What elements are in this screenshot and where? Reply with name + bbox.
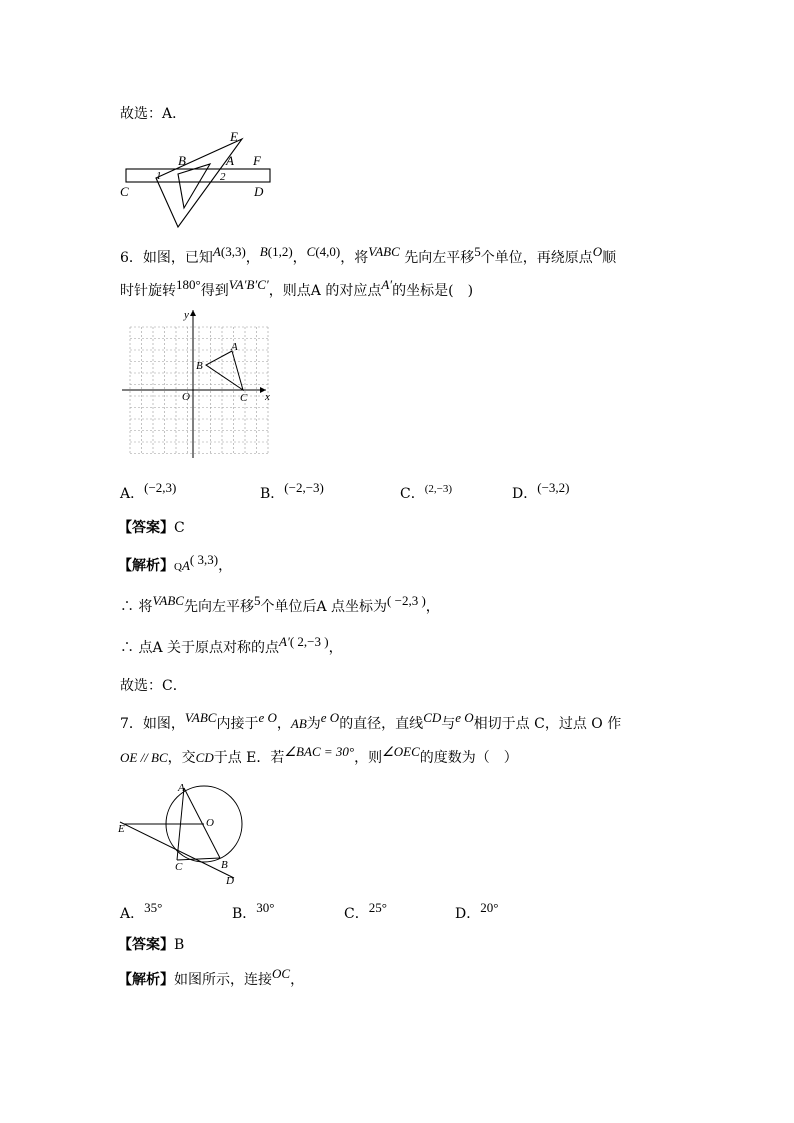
q6-sep: ， — [245, 250, 260, 266]
label-B: B — [196, 360, 203, 372]
q6-text: 个单位，再绕原点 — [480, 250, 593, 266]
angle-OEC: ∠OEC — [382, 744, 420, 759]
answer-value: C — [174, 520, 185, 536]
q6-option-C[interactable] — [400, 484, 452, 505]
solution-text: ， — [290, 972, 305, 988]
label-F: F — [253, 153, 261, 168]
coord-A: (3,3) — [220, 244, 246, 259]
triangle-image: VA′B′C′ — [228, 277, 269, 292]
y-axis-arrow — [190, 310, 196, 316]
q6-sep: ， — [425, 599, 440, 615]
option-value: 30° — [256, 900, 275, 915]
diameter-AB — [184, 788, 220, 858]
point-A: A — [181, 558, 190, 573]
q6-text: 先向左平移 — [399, 250, 475, 266]
coord-A: ( 3,3) — [189, 552, 219, 567]
line-CD: CD — [195, 750, 214, 765]
solution-text: ∴ 点A 关于原点对称的点 — [120, 640, 280, 656]
label-C: C — [175, 861, 183, 873]
q6-text: 的坐标是( ) — [392, 283, 474, 299]
q6-sep: ， — [292, 250, 307, 266]
q7-answer — [118, 935, 184, 955]
q6-solution-line1 — [118, 552, 233, 577]
label-B: B — [221, 859, 228, 871]
coord-B: (1,2) — [267, 244, 293, 259]
label-D: D — [226, 875, 234, 887]
parallel-statement: OE // BC — [120, 750, 168, 765]
point-A: A — [212, 244, 221, 259]
q6-number: 6． — [120, 250, 143, 266]
label-E: E — [118, 823, 125, 835]
triangle-ABC-shape — [206, 351, 243, 390]
shift-amount: 5 — [474, 244, 481, 259]
q7-solution-line1 — [118, 966, 305, 990]
label-y: y — [184, 309, 189, 321]
q6-option-D[interactable] — [512, 480, 570, 504]
circle-O: e O — [455, 710, 474, 725]
chord-BC — [177, 858, 220, 860]
option-letter: D． — [512, 486, 538, 502]
option-letter: A． — [120, 486, 145, 502]
label-C: C — [120, 184, 129, 199]
coord-C: (4,0) — [315, 244, 341, 259]
ruler-strip — [126, 169, 270, 182]
label-A: A — [226, 153, 234, 168]
q7-text: 与 — [441, 716, 456, 732]
option-letter: B． — [260, 486, 285, 502]
q7-option-A[interactable] — [120, 900, 163, 924]
q7-text: 内接于 — [216, 716, 259, 732]
triangle-ruler-inner — [178, 164, 210, 208]
answer-label: 【答案】 — [118, 520, 174, 536]
q6-text: ，则点A 的对应点 — [268, 283, 382, 299]
answer-value: B — [174, 937, 185, 953]
option-value: (2,−3) — [424, 483, 452, 495]
q7-text: ， — [276, 716, 291, 732]
answer-label: 【答案】 — [118, 937, 174, 953]
label-E: E — [230, 129, 238, 144]
label-B: B — [178, 153, 186, 168]
label-A: A — [178, 782, 185, 794]
q6-stem-line2 — [120, 277, 474, 301]
label-x: x — [265, 391, 270, 403]
solution-label: 【解析】 — [118, 558, 174, 574]
q7-text: 的度数为（ ） — [419, 750, 518, 766]
option-letter: D． — [455, 906, 481, 922]
because-symbol: Q — [174, 561, 182, 573]
q6-text: 如图，已知 — [142, 250, 213, 266]
translated-coord: ( −2,3 ) — [387, 593, 426, 608]
q6-solution-line3 — [120, 634, 343, 658]
point-A-prime: A′ — [279, 634, 290, 649]
q7-text: 相切于点 C，过点 O 作 — [473, 716, 622, 732]
solution-label: 【解析】 — [118, 972, 174, 988]
q6-sep: ， — [218, 558, 233, 574]
q7-option-D[interactable] — [455, 900, 499, 924]
triangle-ABC: VABC — [152, 593, 184, 608]
shift-amount: 5 — [253, 593, 261, 608]
label-A: A — [231, 341, 238, 353]
figure-q5 — [116, 128, 276, 232]
q7-text: ，则 — [354, 750, 383, 766]
circle-O: e O — [258, 710, 277, 725]
solution-text: 个单位后A 点坐标为 — [260, 599, 388, 615]
point-A-prime: A′ — [381, 277, 393, 292]
point-B: B — [259, 244, 268, 259]
option-value: 25° — [368, 900, 387, 915]
label-C: C — [240, 392, 248, 404]
origin-O: O — [592, 244, 603, 259]
q7-option-C[interactable] — [344, 900, 387, 924]
q6-option-A[interactable] — [120, 480, 177, 504]
option-letter: C． — [344, 906, 369, 922]
figure-q7-circle — [114, 780, 254, 890]
circle-O: e O — [320, 710, 340, 725]
triangle-ABC: VABC — [368, 244, 400, 259]
q6-option-B[interactable] — [260, 480, 324, 504]
option-value: 35° — [144, 900, 163, 915]
option-letter: B． — [232, 906, 257, 922]
label-1: 1 — [156, 170, 162, 182]
q6-conclusion: 故选：C． — [120, 678, 187, 694]
label-2: 2 — [220, 171, 226, 183]
q6-stem-line1 — [120, 244, 617, 268]
q6-sep: ， — [328, 640, 343, 656]
solution-text: 先向左平移 — [183, 599, 254, 615]
q6-text: 顺 — [602, 250, 617, 266]
option-value: 20° — [480, 900, 499, 915]
rotation-angle: 180° — [176, 277, 201, 292]
q7-number: 7． — [120, 716, 143, 732]
option-letter: A． — [120, 906, 145, 922]
label-D: D — [254, 184, 264, 199]
q6-text: 时针旋转 — [120, 283, 176, 299]
line-CD: CD — [423, 710, 442, 725]
q7-stem-line2 — [120, 744, 518, 768]
angle-BAC: ∠BAC = 30° — [284, 744, 355, 759]
symmetric-coord: ( 2,−3 ) — [289, 634, 329, 649]
option-value: (−3,2) — [537, 480, 570, 495]
q6-text: ，将 — [340, 250, 369, 266]
option-letter: C． — [400, 486, 425, 502]
q7-text: 如图， — [142, 716, 185, 732]
segment-AB: AB — [290, 716, 307, 731]
solution-text: ∴ 将 — [120, 599, 153, 615]
q7-text: 为 — [306, 716, 321, 732]
figure-q6-grid — [118, 306, 278, 462]
q7-option-B[interactable] — [232, 900, 275, 924]
q7-text: 的直径，直线 — [339, 716, 424, 732]
q6-answer — [118, 518, 185, 538]
q6-solution-line2 — [120, 593, 440, 617]
q6-text: 得到 — [200, 283, 229, 299]
label-O: O — [206, 817, 214, 829]
point-C: C — [306, 244, 316, 259]
q7-text: 于点 E．若 — [213, 750, 285, 766]
triangle-ABC: VABC — [184, 710, 217, 725]
segment-OC: OC — [272, 966, 291, 981]
option-value: (−2,−3) — [284, 480, 324, 495]
q7-stem-line1 — [120, 710, 622, 734]
label-O: O — [182, 391, 190, 403]
q5-conclusion: 故选：A． — [120, 106, 187, 122]
q7-text: ，交 — [167, 750, 196, 766]
option-value: (−2,3) — [144, 480, 177, 495]
solution-text: 如图所示，连接 — [174, 972, 272, 988]
